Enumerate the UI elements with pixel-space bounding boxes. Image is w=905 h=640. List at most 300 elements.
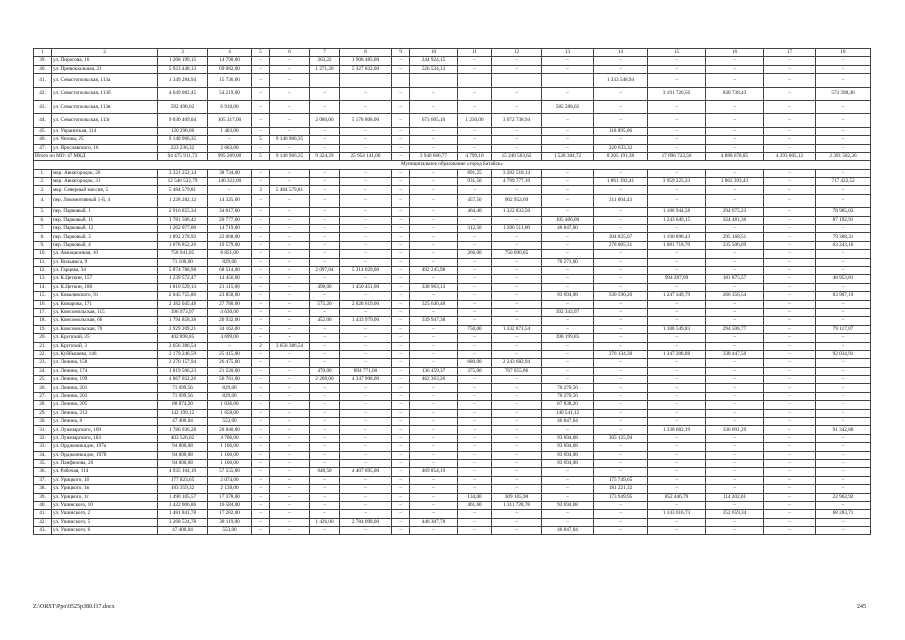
value-cell: –	[648, 169, 706, 177]
value-cell: 177 823,65	[158, 476, 208, 484]
total-value-cell: –	[392, 152, 410, 160]
address-cell: ул. Севастопольская, 113б	[52, 87, 158, 100]
value-cell: –	[340, 434, 392, 442]
value-cell: 2 929 209,21	[158, 325, 208, 333]
value-cell: 252 659,34	[706, 510, 764, 518]
value-cell: –	[392, 241, 410, 249]
row-number-cell: 44.	[34, 114, 52, 127]
value-cell: 2 074,00	[208, 476, 252, 484]
value-cell: –	[594, 275, 648, 283]
value-cell: 183 359,32	[158, 485, 208, 493]
value-cell: –	[458, 233, 492, 241]
table-row	[34, 459, 871, 467]
address-cell: пер. Локомотивный 1-й, 4	[52, 194, 158, 207]
value-cell: –	[392, 401, 410, 409]
column-number-row	[34, 49, 871, 57]
table-row	[34, 114, 871, 127]
value-cell: 1 239 572,47	[158, 275, 208, 283]
value-cell: –	[340, 87, 392, 100]
value-cell: 5	[252, 136, 270, 144]
value-cell: –	[410, 325, 458, 333]
value-cell: –	[310, 434, 340, 442]
value-cell: 17 378,00	[208, 493, 252, 501]
value-cell: 9 140 966,35	[158, 136, 208, 144]
table-row	[34, 127, 871, 135]
value-cell: –	[310, 384, 340, 392]
value-cell: –	[410, 392, 458, 400]
value-cell: –	[410, 308, 458, 316]
value-cell: –	[458, 426, 492, 434]
value-cell: –	[310, 241, 340, 249]
value-cell: –	[340, 178, 392, 186]
value-cell: –	[764, 418, 816, 426]
value-cell: 339 947,38	[410, 317, 458, 325]
value-cell: –	[310, 459, 340, 467]
value-cell: –	[270, 144, 310, 152]
value-cell: 83 907,19	[816, 292, 871, 300]
value-cell: –	[252, 359, 270, 367]
table-row	[34, 136, 871, 144]
value-cell: –	[340, 401, 392, 409]
value-cell: –	[648, 136, 706, 144]
value-cell: –	[594, 250, 648, 258]
value-cell: –	[648, 74, 706, 87]
value-cell: 5 327 832,00	[340, 65, 392, 73]
value-cell: –	[492, 100, 542, 113]
value-cell: 1 819 506,23	[158, 367, 208, 375]
value-cell: –	[392, 518, 410, 526]
value-cell: 5 923 448,13	[158, 65, 208, 73]
value-cell: 4 867 032,26	[158, 376, 208, 384]
value-cell: –	[706, 476, 764, 484]
value-cell: –	[492, 418, 542, 426]
row-number-cell: 42.	[34, 518, 52, 526]
value-cell: –	[816, 376, 871, 384]
table-row	[34, 317, 871, 325]
value-cell: –	[542, 510, 594, 518]
value-cell: 68 514,00	[208, 266, 252, 274]
value-cell: –	[816, 258, 871, 266]
value-cell: 27 780,00	[208, 300, 252, 308]
value-cell: –	[594, 308, 648, 316]
value-cell: 56 761,00	[208, 376, 252, 384]
value-cell: –	[594, 169, 648, 177]
value-cell: –	[706, 451, 764, 459]
table-row	[34, 510, 871, 518]
total-value-cell: 17 896 722,56	[648, 152, 706, 160]
address-cell: ул. Привокзальная, 21	[52, 65, 158, 73]
value-cell: 87 192,91	[816, 216, 871, 224]
value-cell: 2 138,00	[208, 485, 252, 493]
value-cell: –	[252, 208, 270, 216]
value-cell: –	[208, 342, 252, 350]
address-cell: пер. Парковый, 3	[52, 233, 158, 241]
value-cell: –	[648, 527, 706, 535]
value-cell: –	[252, 501, 270, 509]
value-cell: –	[542, 178, 594, 186]
value-cell: –	[392, 384, 410, 392]
value-cell: 20 777,00	[208, 216, 252, 224]
value-cell: 235 506,09	[706, 241, 764, 249]
value-cell: –	[252, 225, 270, 233]
value-cell: –	[816, 74, 871, 87]
value-cell: –	[764, 527, 816, 535]
value-cell: 34 162,00	[208, 325, 252, 333]
value-cell: –	[340, 225, 392, 233]
value-cell: –	[392, 493, 410, 501]
value-cell: –	[392, 392, 410, 400]
value-cell: 142 199,12	[158, 409, 208, 417]
table-row	[34, 451, 871, 459]
value-cell: –	[492, 476, 542, 484]
value-cell: –	[310, 169, 340, 177]
row-number-cell: 23.	[34, 359, 52, 367]
value-cell: –	[252, 100, 270, 113]
value-cell: 2 382 045,48	[158, 300, 208, 308]
value-cell: –	[594, 334, 648, 342]
value-cell: –	[392, 258, 410, 266]
column-number-cell: 2	[52, 49, 158, 57]
value-cell: –	[270, 501, 310, 509]
value-cell: –	[392, 317, 410, 325]
table-row	[34, 443, 871, 451]
row-number-cell: 41.	[34, 74, 52, 87]
total-value-cell: 25 954 141,00	[340, 152, 392, 160]
value-cell: –	[392, 127, 410, 135]
value-cell: 70 270,56	[542, 384, 594, 392]
value-cell: 1 188 549,83	[648, 325, 706, 333]
table-row	[34, 342, 871, 350]
value-cell: –	[410, 434, 458, 442]
value-cell: –	[492, 317, 542, 325]
row-number-cell: 9.	[34, 241, 52, 249]
value-cell: 3 656 386,54	[270, 342, 310, 350]
total-value-cell: 3 940 666,77	[410, 152, 458, 160]
value-cell: –	[252, 300, 270, 308]
value-cell: –	[492, 233, 542, 241]
value-cell: –	[270, 74, 310, 87]
table-row	[34, 384, 871, 392]
value-cell: 311 004,43	[594, 194, 648, 207]
value-cell: 446 307,78	[410, 518, 458, 526]
value-cell: –	[340, 501, 392, 509]
value-cell: –	[410, 136, 458, 144]
value-cell: 457,50	[458, 194, 492, 207]
value-cell: –	[270, 443, 310, 451]
column-number-cell: 17	[764, 49, 816, 57]
value-cell: –	[252, 169, 270, 177]
value-cell: –	[270, 485, 310, 493]
total-value-cell: 8 205 191,38	[594, 152, 648, 160]
value-cell: 93 694,08	[542, 292, 594, 300]
register-sheet	[33, 48, 870, 535]
value-cell: 1 143 616,73	[648, 510, 706, 518]
column-number-cell: 12	[492, 49, 542, 57]
value-cell: –	[594, 367, 648, 375]
value-cell: –	[816, 384, 871, 392]
value-cell: –	[340, 443, 392, 451]
value-cell: –	[458, 443, 492, 451]
value-cell: –	[392, 292, 410, 300]
row-number-cell: 24.	[34, 367, 52, 375]
value-cell: –	[310, 225, 340, 233]
value-cell: –	[340, 426, 392, 434]
value-cell: 553,00	[208, 418, 252, 426]
value-cell: 1 247 349,79	[648, 292, 706, 300]
value-cell: –	[648, 401, 706, 409]
value-cell: –	[252, 350, 270, 358]
value-cell: 14 719,00	[208, 225, 252, 233]
row-number-cell: 3.	[34, 186, 52, 194]
column-number-cell: 18	[816, 49, 871, 57]
value-cell: 330 590,26	[594, 292, 648, 300]
value-cell: –	[310, 510, 340, 518]
value-cell: –	[492, 434, 542, 442]
value-cell: –	[458, 283, 492, 291]
value-cell: 1 450 451,00	[340, 283, 392, 291]
value-cell	[492, 74, 542, 87]
value-cell: 94 800,08	[158, 451, 208, 459]
value-cell: –	[764, 367, 816, 375]
column-number-cell: 13	[542, 49, 594, 57]
row-number-cell: 28.	[34, 401, 52, 409]
value-cell: –	[764, 258, 816, 266]
value-cell: –	[252, 178, 270, 186]
value-cell: –	[648, 300, 706, 308]
column-number-cell: 1	[34, 49, 52, 57]
value-cell: –	[816, 443, 871, 451]
value-cell: –	[706, 308, 764, 316]
value-cell: –	[310, 501, 340, 509]
value-cell: –	[310, 292, 340, 300]
value-cell: –	[340, 169, 392, 177]
value-cell: 14 790,00	[208, 57, 252, 65]
value-cell: –	[492, 443, 542, 451]
value-cell: 2 028 619,00	[340, 300, 392, 308]
row-number-cell: 22.	[34, 350, 52, 358]
value-cell: –	[594, 258, 648, 266]
value-cell: –	[706, 527, 764, 535]
row-number-cell: 2.	[34, 178, 52, 186]
row-number-cell: 15.	[34, 292, 52, 300]
value-cell: 312,50	[458, 225, 492, 233]
value-cell: –	[208, 136, 252, 144]
value-cell: –	[764, 233, 816, 241]
value-cell: –	[764, 392, 816, 400]
value-cell: 2 243 682,94	[492, 359, 542, 367]
value-cell: –	[310, 100, 340, 113]
value-cell: –	[270, 476, 310, 484]
value-cell: –	[340, 384, 392, 392]
value-cell: –	[270, 468, 310, 476]
value-cell: –	[816, 317, 871, 325]
value-cell: –	[492, 266, 542, 274]
value-cell: –	[594, 409, 648, 417]
value-cell: –	[392, 510, 410, 518]
row-number-cell: 6.	[34, 216, 52, 224]
value-cell: –	[310, 144, 340, 152]
value-cell: –	[410, 418, 458, 426]
value-cell: –	[458, 186, 492, 194]
value-cell: –	[252, 241, 270, 249]
value-cell: –	[764, 292, 816, 300]
value-cell: –	[764, 225, 816, 233]
value-cell: –	[816, 518, 871, 526]
value-cell: –	[648, 144, 706, 152]
value-cell: –	[764, 510, 816, 518]
address-cell: ул. Коваливского, 91	[52, 292, 158, 300]
value-cell: –	[816, 485, 871, 493]
value-cell: –	[648, 501, 706, 509]
value-cell: –	[594, 468, 648, 476]
value-cell: –	[458, 468, 492, 476]
value-cell: –	[392, 527, 410, 535]
value-cell: 304 835,67	[594, 233, 648, 241]
value-cell: –	[270, 317, 310, 325]
value-cell: –	[458, 100, 492, 113]
value-cell: 266 356,54	[706, 292, 764, 300]
value-cell: –	[706, 401, 764, 409]
table-row	[34, 350, 871, 358]
value-cell: –	[410, 342, 458, 350]
value-cell: –	[594, 384, 648, 392]
value-cell: –	[816, 459, 871, 467]
table-row	[34, 258, 871, 266]
value-cell: –	[764, 169, 816, 177]
value-cell: –	[458, 384, 492, 392]
value-cell: –	[594, 451, 648, 459]
value-cell: –	[458, 216, 492, 224]
address-cell: ул. Комсомольская, 66	[52, 317, 158, 325]
address-cell: ул. К.Цеткин, 188	[52, 283, 158, 291]
table-row	[34, 493, 871, 501]
value-cell: 891,25	[458, 169, 492, 177]
section-title-row	[34, 161, 871, 169]
row-number-cell: 20.	[34, 334, 52, 342]
value-cell: –	[706, 114, 764, 127]
value-cell: –	[594, 392, 648, 400]
column-number-cell: 3	[158, 49, 208, 57]
value-cell: 461,60	[458, 501, 492, 509]
value-cell: –	[410, 334, 458, 342]
table-row	[34, 266, 871, 274]
value-cell: 5 314 029,00	[340, 266, 392, 274]
value-cell: –	[410, 178, 458, 186]
value-cell: 931,50	[458, 178, 492, 186]
value-cell: –	[542, 233, 594, 241]
value-cell: 87 838,20	[542, 401, 594, 409]
address-cell: ул. Вильямса, 9	[52, 258, 158, 266]
value-cell: 94 800,08	[158, 459, 208, 467]
value-cell: –	[392, 334, 410, 342]
value-cell: 2 097,04	[310, 266, 340, 274]
value-cell: –	[410, 233, 458, 241]
value-cell: –	[252, 250, 270, 258]
value-cell: 47 400,04	[158, 418, 208, 426]
value-cell: –	[706, 334, 764, 342]
value-cell: 93 694,08	[542, 443, 594, 451]
value-cell: –	[310, 392, 340, 400]
value-cell: –	[340, 250, 392, 258]
value-cell: –	[392, 178, 410, 186]
value-cell: 294 075,23	[706, 208, 764, 216]
value-cell: –	[648, 518, 706, 526]
value-cell: –	[392, 443, 410, 451]
value-cell: –	[706, 100, 764, 113]
value-cell: 464,40	[458, 208, 492, 216]
value-cell: –	[270, 114, 310, 127]
value-cell: –	[706, 136, 764, 144]
row-number-cell: 14.	[34, 283, 52, 291]
address-cell: ул. Пирогова, 16	[52, 57, 158, 65]
value-cell: –	[594, 186, 648, 194]
value-cell: –	[648, 194, 706, 207]
value-cell: –	[458, 510, 492, 518]
value-cell: 1 230,00	[458, 114, 492, 127]
row-number-cell: 32.	[34, 434, 52, 442]
column-number-cell: 15	[648, 49, 706, 57]
value-cell: –	[706, 485, 764, 493]
value-cell: –	[270, 409, 310, 417]
value-cell: –	[492, 342, 542, 350]
value-cell: –	[392, 485, 410, 493]
value-cell: 585 588,02	[542, 100, 594, 113]
value-cell: –	[410, 169, 458, 177]
value-cell: –	[706, 367, 764, 375]
value-cell: –	[252, 459, 270, 467]
value-cell: 1 908 485,00	[340, 57, 392, 65]
value-cell: –	[310, 325, 340, 333]
value-cell: –	[340, 493, 392, 501]
value-cell: –	[410, 401, 458, 409]
value-cell: –	[706, 283, 764, 291]
address-cell: ул. Авиационная, 10	[52, 250, 158, 258]
value-cell: 830 738,43	[706, 87, 764, 100]
value-cell: –	[706, 342, 764, 350]
value-cell: –	[492, 468, 542, 476]
value-cell: 4 347 908,00	[340, 376, 392, 384]
value-cell: 9 030 469,04	[158, 114, 208, 127]
value-cell: –	[410, 275, 458, 283]
value-cell: –	[252, 384, 270, 392]
value-cell: 70 271,00	[542, 258, 594, 266]
value-cell: –	[542, 300, 594, 308]
value-cell: –	[594, 65, 648, 73]
register-body	[34, 49, 871, 535]
value-cell: –	[764, 443, 816, 451]
value-cell: 403 526,02	[158, 434, 208, 442]
value-cell: 79 308,31	[816, 233, 871, 241]
value-cell: 63 243,16	[816, 241, 871, 249]
value-cell: –	[410, 216, 458, 224]
row-number-cell: 35.	[34, 459, 52, 467]
value-cell: –	[410, 459, 458, 467]
value-cell: –	[706, 468, 764, 476]
row-number-cell: 10.	[34, 250, 52, 258]
value-cell: –	[492, 527, 542, 535]
value-cell	[340, 74, 392, 87]
value-cell: –	[270, 100, 310, 113]
value-cell: –	[594, 57, 648, 65]
value-cell: –	[310, 275, 340, 283]
total-value-cell: 4 888 678,85	[706, 152, 764, 160]
value-cell: –	[270, 384, 310, 392]
value-cell: –	[340, 451, 392, 459]
value-cell: –	[392, 194, 410, 207]
value-cell: 469 854,19	[410, 468, 458, 476]
value-cell: –	[458, 518, 492, 526]
address-cell: ул. Гарцева, 34	[52, 266, 158, 274]
